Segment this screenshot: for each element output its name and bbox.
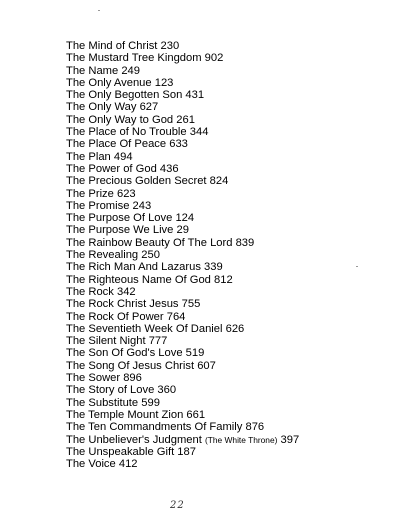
list-item: The Place Of Peace 633	[66, 138, 188, 151]
list-item: The Unspeakable Gift 187	[66, 445, 196, 458]
list-item-note: (The White Throne)	[204, 434, 278, 445]
list-item: The Mustard Tree Kingdom 902	[66, 52, 224, 65]
list-item: The Unbeliever's Judgment (The White Throne) 397	[66, 433, 300, 446]
list-item: The Place of No Trouble 344	[66, 126, 209, 139]
list-item: The Rainbow Beauty Of The Lord 839	[66, 236, 255, 249]
list-item: The Name 249	[66, 64, 141, 77]
list-item: The Son Of God's Love 519	[66, 347, 205, 360]
list-item: The Voice 412	[66, 458, 138, 471]
list-item: The Only Avenue 123	[66, 76, 174, 89]
scan-speck	[356, 266, 358, 267]
list-item: The Silent Night 777	[66, 335, 168, 348]
list-item: The Plan 494	[66, 150, 133, 163]
list-item: The Rock Of Power 764	[66, 310, 186, 323]
list-item: The Only Way to God 261	[66, 113, 195, 126]
list-item: The Song Of Jesus Christ 607	[66, 359, 216, 372]
list-item: The Rock Christ Jesus 755	[66, 298, 201, 311]
list-item: The Only Way 627	[66, 101, 159, 114]
list-item: The Righteous Name Of God 812	[66, 273, 233, 286]
list-item: The Ten Commandments Of Family 876	[66, 421, 265, 434]
list-item: The Sower 896	[66, 372, 142, 385]
list-item: The Promise 243	[66, 199, 152, 212]
list-item: The Rich Man And Lazarus 339	[66, 261, 223, 274]
list-item: The Prize 623	[66, 187, 136, 200]
list-item: The Power of God 436	[66, 162, 179, 175]
handwritten-page-number: 22	[170, 500, 185, 511]
list-item: The Purpose We Live 29	[66, 224, 189, 237]
list-item: The Only Begotten Son 431	[66, 89, 205, 102]
list-item: The Mind of Christ 230	[66, 40, 180, 52]
scan-speck	[98, 10, 100, 11]
list-item: The Purpose Of Love 124	[66, 212, 195, 225]
title-index-list	[66, 40, 299, 470]
list-item: The Rock 342	[66, 285, 136, 298]
list-item: The Precious Golden Secret 824	[66, 175, 229, 188]
list-item: The Story of Love 360	[66, 384, 177, 397]
list-item: The Temple Mount Zion 661	[66, 408, 206, 421]
list-item: The Substitute 599	[66, 396, 160, 409]
list-item: The Revealing 250	[66, 249, 160, 262]
list-item: The Seventieth Week Of Daniel 626	[66, 322, 245, 335]
